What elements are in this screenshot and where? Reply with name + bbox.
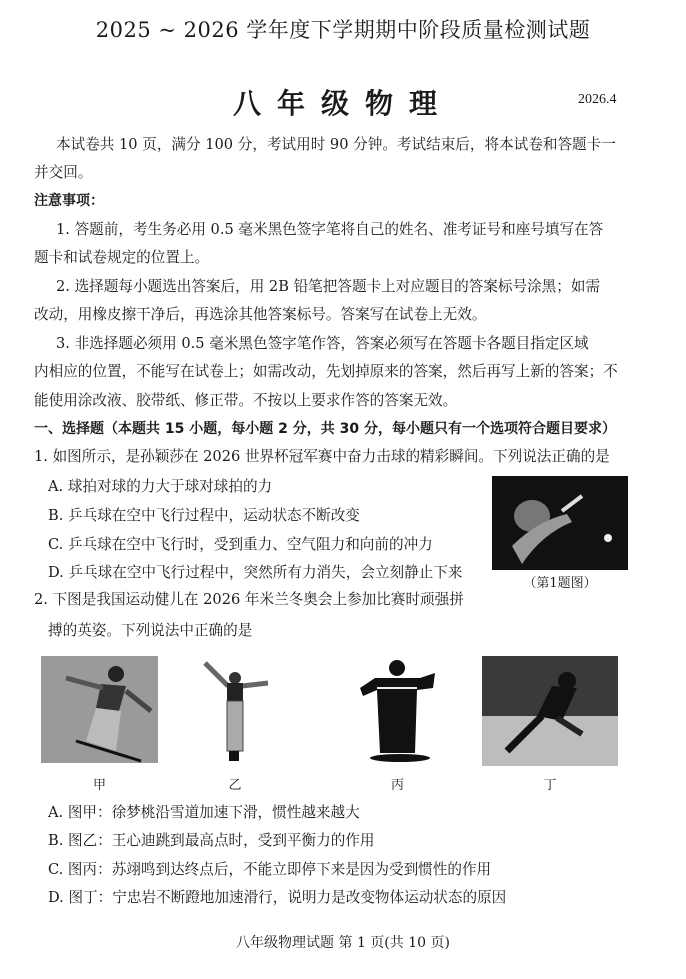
- figure-jia-skier: [41, 656, 158, 763]
- note-2-line-2: 改动，用橡皮擦干净后，再选涂其他答案标号。答案写在试卷上无效。: [34, 306, 487, 323]
- figure-bing-snowboarder: [355, 658, 440, 763]
- exam-subject: 八年级物理: [232, 87, 453, 120]
- q1-stem: 1. 如图所示，是孙颖莎在 2026 世界杯冠军赛中奋力击球的精彩瞬间。下列说法正确的是: [34, 448, 610, 465]
- note-1-line-1: 1. 答题前，考生务必用 0.5 毫米黑色签字笔将自己的姓名、准考证号和座号填写在答: [56, 221, 604, 238]
- notes-heading: 注意事项：: [34, 193, 104, 209]
- figure-label-jia: 甲: [92, 778, 106, 793]
- figure-label-yi: 乙: [228, 778, 242, 793]
- q1-option-d: D. 乒乓球在空中飞行过程中，突然所有力消失，会立刻静止下来: [48, 564, 463, 581]
- note-2-line-1: 2. 选择题每小题选出答案后，用 2B 铅笔把答题卡上对应题目的答案标号涂黑；如需: [56, 278, 601, 295]
- snowboarder-icon: [355, 658, 440, 763]
- aerial-skier-icon: [200, 658, 270, 763]
- q2-stem-line-1: 2. 下图是我国运动健儿在 2026 年米兰冬奥会上参加比赛时顽强拼: [34, 591, 464, 608]
- q2-stem-line-2: 搏的英姿。下列说法中正确的是: [48, 622, 253, 639]
- q2-option-a: A. 图甲：徐梦桃沿雪道加速下滑，惯性越来越大: [48, 804, 360, 821]
- q1-option-c: C. 乒乓球在空中飞行时，受到重力、空气阻力和向前的冲力: [48, 536, 433, 553]
- q1-figure-table-tennis: [492, 476, 628, 570]
- q2-option-d: D. 图丁：宁忠岩不断蹬地加速滑行，说明力是改变物体运动状态的原因: [48, 889, 507, 906]
- note-1-line-2: 题卡和试卷规定的位置上。: [34, 249, 210, 266]
- q2-option-c: C. 图丙：苏翊鸣到达终点后，不能立即停下来是因为受到惯性的作用: [48, 861, 492, 878]
- note-3-line-1: 3. 非选择题必须用 0.5 毫米黑色签字笔作答，答案必须写在答题卡各题目指定区域: [56, 335, 589, 352]
- q1-option-b: B. 乒乓球在空中飞行过程中，运动状态不断改变: [48, 507, 360, 524]
- figure-yi-aerial-skier: [200, 658, 270, 763]
- q1-figure-caption: （第1题图）: [523, 576, 597, 591]
- exam-date: 2026.4: [578, 92, 617, 107]
- section-1-heading: 一、选择题（本题共 15 小题，每小题 2 分，共 30 分，每小题只有一个选项符合题目要求）: [34, 421, 616, 437]
- exam-title: 2025 ~ 2026 学年度下学期期中阶段质量检测试题: [95, 18, 591, 42]
- q1-option-a: A. 球拍对球的力大于球对球拍的力: [48, 478, 273, 495]
- intro-line-1: 本试卷共 10 页，满分 100 分，考试用时 90 分钟。考试结束后，将本试卷和答题卡一: [56, 136, 616, 153]
- q2-option-b: B. 图乙：王心迪跳到最高点时，受到平衡力的作用: [48, 832, 375, 849]
- table-tennis-player-icon: [492, 476, 628, 570]
- skier-icon: [41, 656, 158, 763]
- intro-line-2: 并交回。: [34, 164, 93, 181]
- figure-label-ding: 丁: [543, 778, 557, 793]
- note-3-line-2: 内相应的位置，不能写在试卷上；如需改动，先划掉原来的答案，然后再写上新的答案；不: [34, 363, 618, 380]
- speed-skater-icon: [482, 656, 618, 766]
- page-footer: 八年级物理试题 第 1 页(共 10 页): [236, 935, 450, 951]
- figure-label-bing: 丙: [390, 778, 404, 793]
- note-3-line-3: 能使用涂改液、胶带纸、修正带。不按以上要求作答的答案无效。: [34, 392, 458, 409]
- figure-ding-speed-skater: [482, 656, 618, 766]
